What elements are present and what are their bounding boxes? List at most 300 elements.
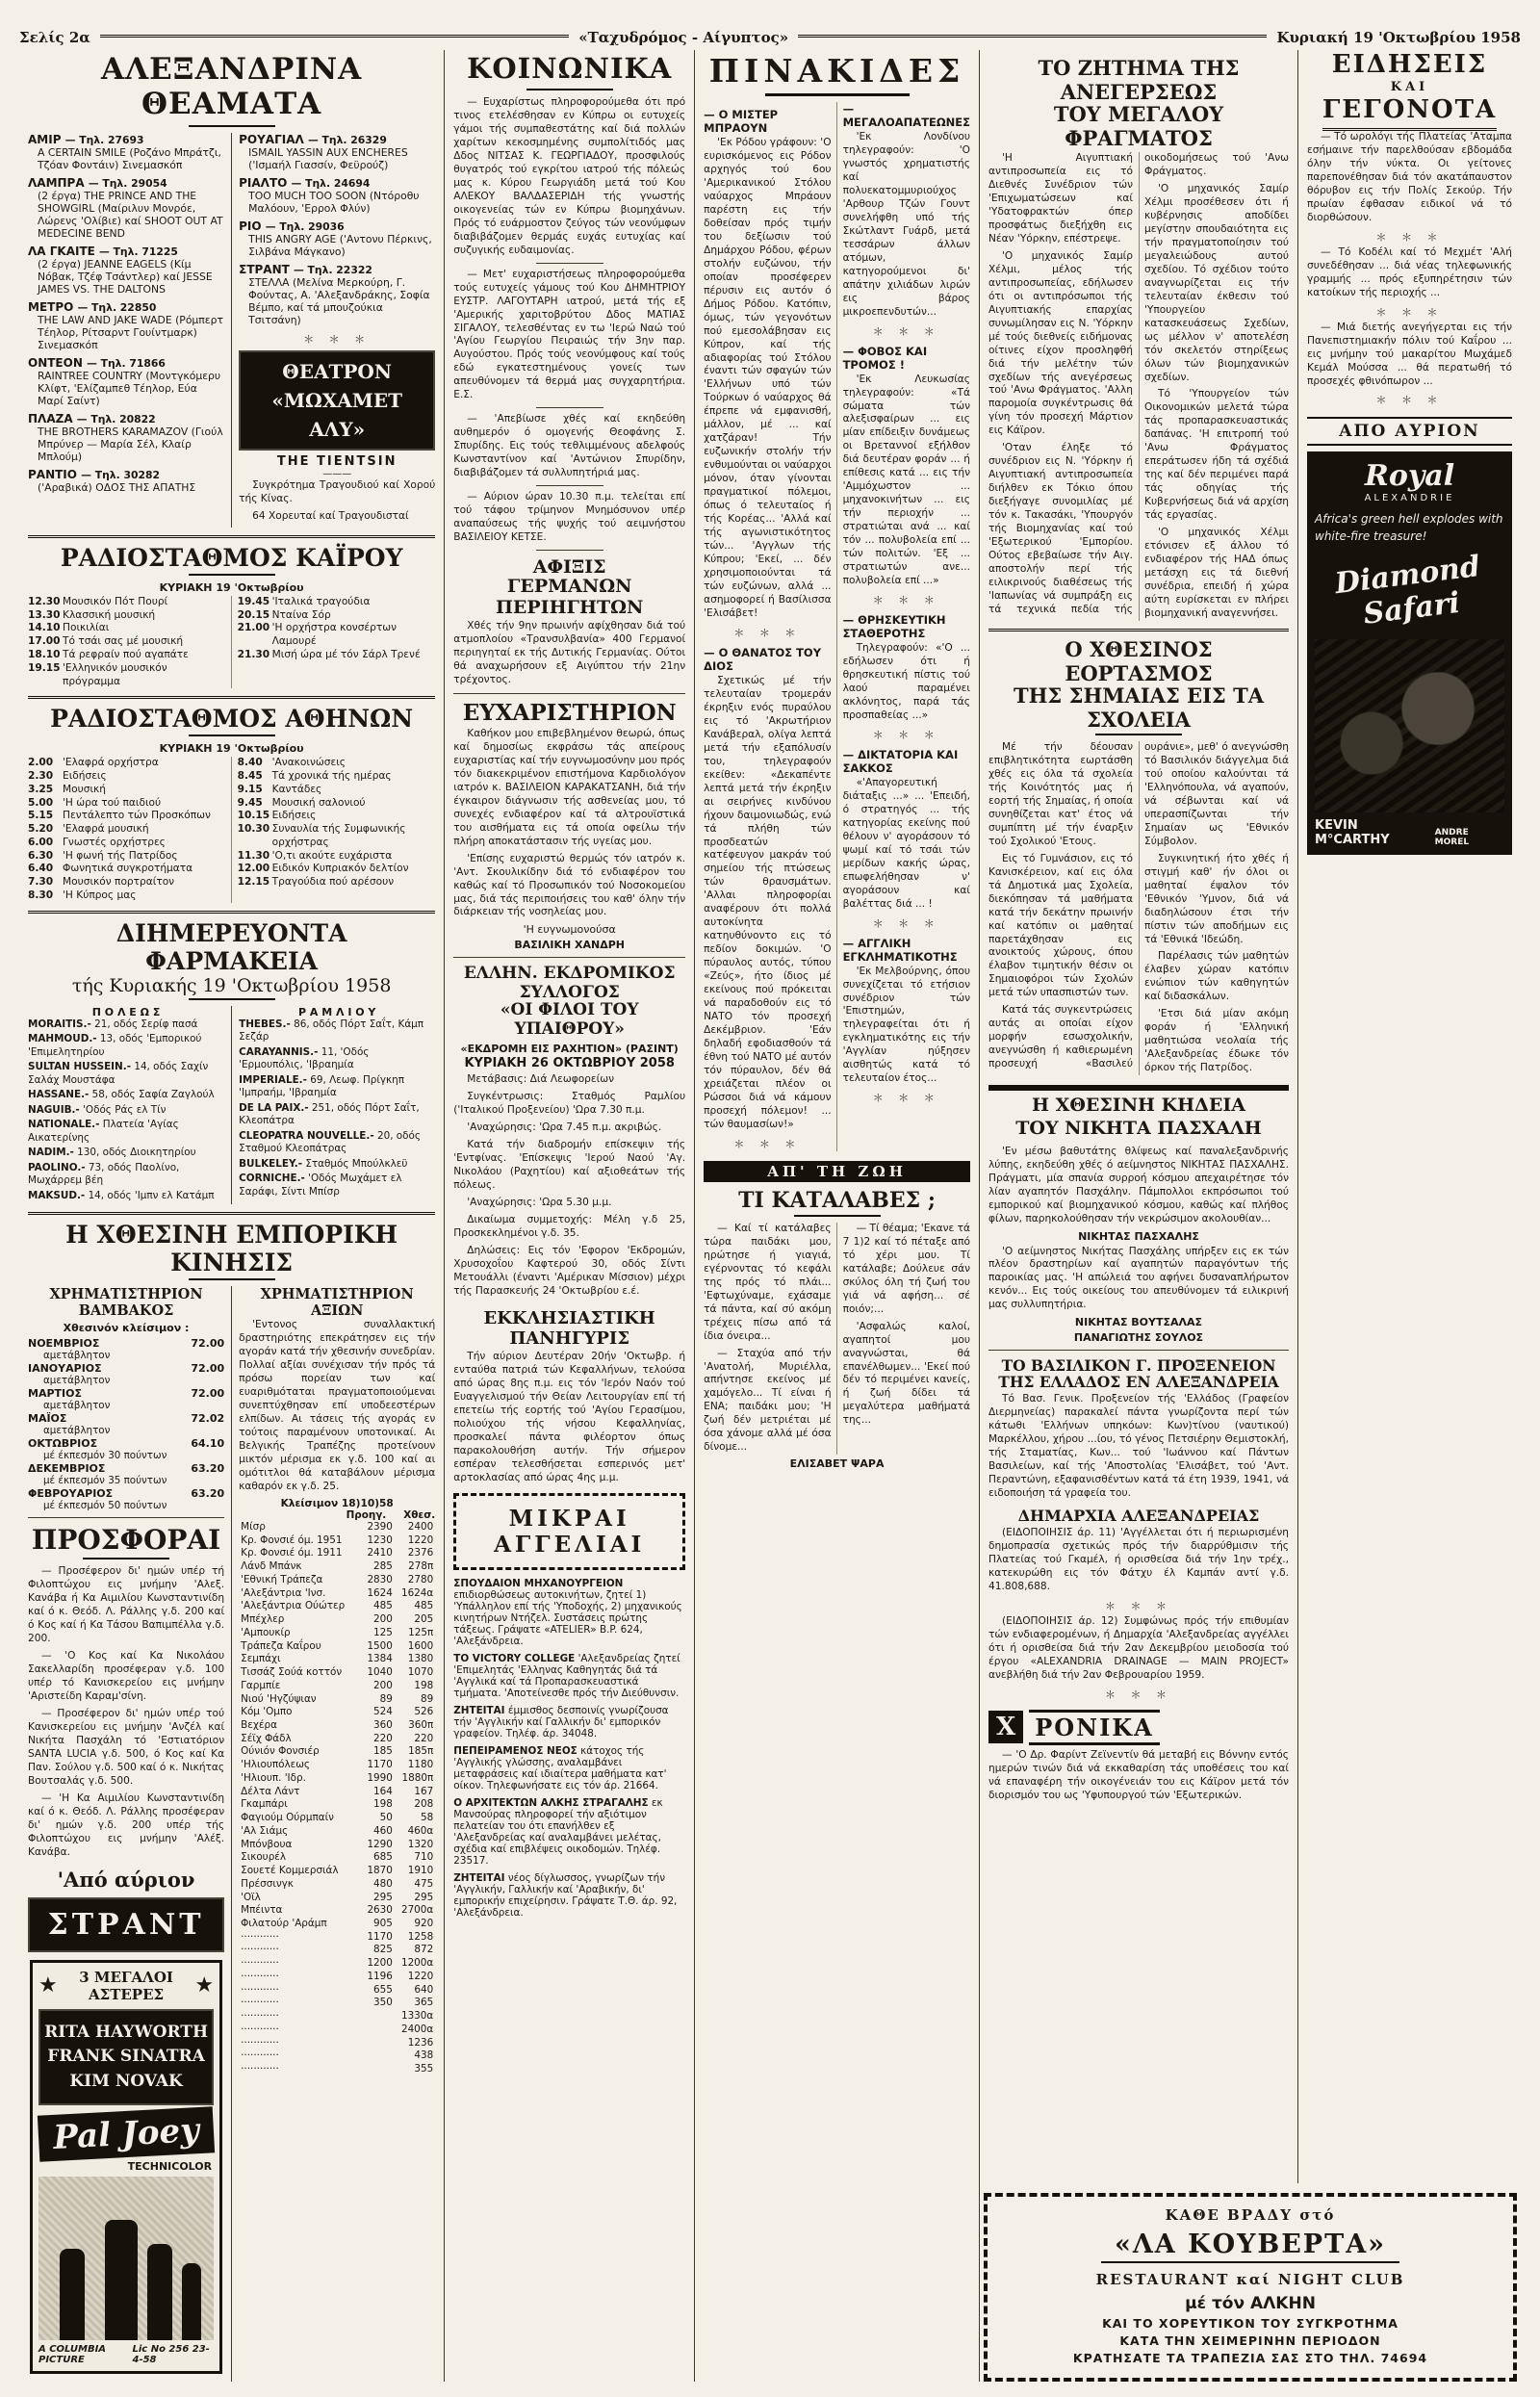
eortasmos-paragraph: Εις τό Γυμνάσιον, εις τό Κανισκέρειον, καί εις όλα τά Δημοτικά μας Σχολεία, διεκόπησαν τά μαθήματα κατά τήν δεκάτην πρωινήν καί κατόπιν οι μαθηταί παρετάχθησαν εις ανοικτούς χώρους, όπου έλαβον τιμητικήν θέσιν οι Σημαιοφόροι τών Σχολών μετά τών υπασπιστών των. <box>988 852 1133 999</box>
cinema-name: ΛΑ ΓΚΑΙΤΕ <box>28 245 100 258</box>
cinema-program: THIS ANGRY AGE ('Αντονυ Πέρκινς, Σιλβάνα Μάγκανο) <box>248 233 432 258</box>
pharmacy-name: CLEOPATRA NOUVELLE.- <box>239 1129 374 1142</box>
title-rule <box>1095 734 1182 735</box>
pharmacies-ramleh-label: Ρ Α Μ Λ Ι Ο Υ <box>297 1005 376 1018</box>
stock-name: ············ <box>241 2010 279 2023</box>
ad-lead: ΠΕΠΕΙΡΑΜΕΝΟΣ ΝΕΟΣ <box>453 1744 578 1757</box>
dancer-silhouette <box>105 2220 138 2340</box>
stock-row <box>239 2023 435 2037</box>
star-separator: ＊ ＊ ＊ <box>1375 230 1444 244</box>
stock-yesterday: 1600 <box>407 1639 434 1652</box>
cast-panel <box>38 2009 214 2106</box>
title-rule <box>189 574 275 576</box>
stock-yesterday: 185π <box>408 1745 434 1758</box>
market-left <box>28 1286 232 2382</box>
cinema-name: ΡΙΑΛΤΟ <box>239 176 292 190</box>
stock-name: ············ <box>241 2023 279 2035</box>
stock-row <box>239 1706 435 1719</box>
classified-ad <box>453 1653 685 1699</box>
stock-yesterday: 205 <box>414 1613 434 1626</box>
kideia-title2: ΤΟΥ ΝΙΚΗΤΑ ΠΑΣΧΑΛΗ <box>1015 1117 1262 1139</box>
prosforai-paragraph: — Προσέφερον δι' ημών υπέρ τή Φιλοπτώχου εις μνήμην 'Αλεξ. Κανάβα ή Κα Αιμιλίου Κωνσταντινίδη καί ό κ. Θεόδ. Λ. Ράλλης γ.δ. 200 καί ό Κος καί ή Κα Τάσου Βαπιμπέλλα γ.δ. 200. <box>28 1565 225 1645</box>
pharmacy-entry <box>28 1061 224 1087</box>
stock-yesterday: 1880π <box>401 1771 434 1784</box>
star-separator: ＊ ＊ ＊ <box>303 333 372 346</box>
stock-yesterday: 1330α <box>400 2010 434 2023</box>
pharmacy-entry <box>28 1162 224 1188</box>
item-divider <box>536 485 603 486</box>
program-name: 'Ανακοινώσεις <box>271 757 346 769</box>
theatre-show: THE TIENTSIN <box>276 454 398 469</box>
stock-prev: 350 <box>373 1997 393 2009</box>
cinema-entry <box>239 133 435 171</box>
pinakides-title: ΠΙΝΑΚΙΔΕΣ <box>708 52 965 90</box>
cinema-phone: — Τηλ. 20822 <box>76 413 156 425</box>
eidiseis-text: — Τό ωρολόγι τής Πλατείας 'Αταμπα εσήμαινε τήν παρελθούσαν εβδομάδα όλην τήν νύκτα. Οι γείτονες παρεπονέθησαν διά τόν ακατάπαυστον θόρυβον εις τήν Πολίς Σεκούρ. Τήν πρωίαν έφθασαν ειδικοί νά τό διορθώσουν. <box>1307 130 1512 223</box>
stock-row <box>239 1574 435 1587</box>
title-rule <box>83 1558 169 1559</box>
pharmacy-address: 13, οδός 'Εμπορικού 'Επιμελητηρίου <box>28 1033 202 1058</box>
stock-row <box>239 1534 435 1548</box>
ekdromikos-sub1: «ΕΚΔΡΟΜΗ ΕΙΣ ΡΑΧΗΤΙΟΝ» (ΡΑΣΙΝΤ) <box>460 1043 679 1056</box>
stock-row <box>239 1839 435 1852</box>
col-prev-label: Προηγ. <box>346 1508 387 1521</box>
eortasmos-paragraph: Συγκινητική ήτο χθές ή στιγμή καθ' ήν όλοι οι μαθηταί έψαλον τόν 'Εθνικόν 'Υμνον, διά νά διαδηλώσουν έτσι τήν πίστιν τών αποδήμων εις τά 'Εθνικά 'Ιδεώδη. <box>1144 852 1289 945</box>
stock-row <box>239 1560 435 1574</box>
title-rule <box>189 1278 275 1280</box>
radio-program-row <box>238 810 436 823</box>
stock-yesterday: 1258 <box>407 1930 434 1943</box>
cinema-phone: — Τηλ. 29036 <box>265 220 345 233</box>
program-name: Μουσικόν Πότ Πουρί <box>63 595 168 607</box>
pharmacy-name: NAGUIB.- <box>28 1103 80 1116</box>
stock-name: Σουετέ Κομμερσιάλ <box>241 1865 339 1877</box>
cotton-price: 72.02 <box>191 1412 225 1426</box>
market-right <box>232 1286 435 2382</box>
cotton-price: 63.20 <box>191 1487 225 1501</box>
program-name: Καντάδες <box>271 783 322 795</box>
radio-athens-day: ΚΥΡΙΑΚΗ 19 'Οκτωβρίου <box>159 742 304 756</box>
stock-yesterday: 1220 <box>407 1970 434 1982</box>
pinakides-section <box>843 613 970 742</box>
stock-prev: 360 <box>373 1719 393 1731</box>
program-name: Γνωστές ορχήστρες <box>63 836 166 848</box>
pinakides-body: «'Απαγορευτική διάταξις ...» ... 'Επειδή, ό στρατηγός ... τής κατηγορίας εκείνης πού θέλουν ν' αγοράσουν τό ψωμί καί τό τσάι τών μερίδων κακής ώρας, επωφελήθησαν ν' αγοράσουν καί βαλέττας διά ... ! <box>842 776 970 910</box>
program-name: 'Η Κύπρος μας <box>63 889 137 901</box>
stock-yesterday: 295 <box>414 1891 434 1903</box>
fragma-paragraph: 'Ο μηχανικός Σαμίρ Χέλμι, μέλος τής αντιπροσωπείας, εδήλωσεν ότι οι αντιπρόσωποι τής Αιγυπτιακής επαρχίας συνωμίλησαν εις Ν. 'Υόρκην μέ τούς διεθνείς ειδήμονας οίτινες είχον προσληφθή διά τήν μελέτην τών σχεδίων τής ανεγέρσεως τού 'Ανω Φράγματος. 'Αλλη παρομοία συγκέντρωσις θά γίνη τόν προσεχή Μάρτιον εις Κάϊρον. <box>988 249 1133 437</box>
stock-prev: 655 <box>373 1983 393 1996</box>
fragma-title2: ΤΟΥ ΜΕΓΑΛΟΥ ΦΡΑΓΜΑΤΟΣ <box>1053 102 1224 150</box>
stock-row <box>239 1904 435 1918</box>
program-name: Μουσικόν πορτραίτον <box>63 876 175 889</box>
stock-prev: 485 <box>373 1600 393 1612</box>
ad-lead: ΣΠΟΥΔΑΙΟΝ ΜΗΧΑΝΟΥΡΓΕΙΟΝ <box>453 1577 624 1589</box>
xronika-initial: Χ <box>988 1711 1023 1743</box>
stock-yesterday: 2780 <box>407 1573 434 1585</box>
program-time: 2.00 <box>28 757 54 769</box>
stock-row <box>239 1653 435 1666</box>
fragma-title1: ΤΟ ΖΗΤΗΜΑ ΤΗΣ ΑΝΕΓΕΡΣΕΩΣ <box>1038 56 1240 104</box>
stock-row <box>239 2037 435 2050</box>
cinema-phone: — Τηλ. 71225 <box>99 245 178 258</box>
stock-name: Μπέιντα <box>241 1904 283 1917</box>
pal-joey-ad <box>30 1960 222 2375</box>
stocks-table <box>239 1521 435 2076</box>
stock-row <box>239 1798 435 1812</box>
pharmacy-name: CORNICHE.- <box>239 1173 305 1185</box>
pharmacy-address: 14, οδός Σαχίν Σαλάχ Μουστάφα <box>28 1061 209 1086</box>
stock-prev: 200 <box>373 1679 393 1691</box>
stock-row <box>239 1587 435 1601</box>
stock-yesterday: 640 <box>414 1983 434 1996</box>
stock-row <box>239 1825 435 1839</box>
divider <box>453 693 685 694</box>
ti-katalaves-paragraph: — Τί θέαμα; 'Εκανε τά 7 1)2 καί τό πέταξε από τό χέρι μου. Τί κατάλαβε; Δούλευε σάν σκύλος όλη τή ζωή του γιά νά αφήση... σέ ποιόν;... <box>842 1222 971 1315</box>
film-art-illustration <box>38 2177 214 2340</box>
program-time: 21.00 <box>237 622 270 634</box>
stock-prev: 125 <box>373 1626 393 1638</box>
ad-text: 'Αλεξανδρείας ζητεί 'Επιμελητάς 'Ελληνας Καθηγητάς διά τά 'Αγγλικά καί τά Προπαρασκευαστικά τμήματα. 'Αποτείνεσθε πρός τήν Διεύθυνσιν. <box>453 1652 680 1699</box>
header-rule-right <box>798 35 1267 41</box>
couverta-line6: ΚΡΑΤΗΣΑΤΕ ΤΑ ΤΡΑΠΕΖΙΑ ΣΑΣ ΣΤΟ ΤΗΛ. 74694 <box>1072 2351 1428 2366</box>
radio-program-row <box>28 863 226 876</box>
cotton-title: ΧΡΗΜΑΤΙΣΤΗΡΙΟΝ ΒΑΜΒΑΚΟΣ <box>49 1286 203 1320</box>
fragma-paragraph: Τό 'Υπουργείον τών Οικονομικών μελετά τώρα τάς προπαρασκευαστικάς δαπάνας. 'Η επιτροπή τού 'Ανω Φράγματος επεράτωσεν ήδη τά σχέδιά της καί δέν περιμένει παρά τάς οδηγίας τής Κυβερνήσεως διά νά αρχίση τάς εργασίας. <box>1144 388 1289 522</box>
cotton-month: ΙΑΝΟΥΑΡΙΟΣ <box>28 1362 102 1376</box>
pinakides-section <box>704 646 831 1151</box>
stock-prev <box>361 2063 395 2076</box>
star-separator: ＊ ＊ ＊ <box>733 1137 802 1150</box>
cotton-price: 72.00 <box>191 1362 225 1376</box>
pharmacy-address: 73, οδός Παολίνο, Μωχάρρεμ βέη <box>28 1161 180 1187</box>
program-time: 3.25 <box>28 783 54 795</box>
proxeneion-title2: ΤΗΣ ΕΛΛΑΔΟΣ ΕΝ ΑΛΕΞΑΝΔΡΕΙΑ <box>998 1373 1279 1392</box>
stock-name: Μπόνβουα <box>241 1838 293 1850</box>
cotton-note: μέ έκπεσμόν 50 πούντων <box>43 1500 167 1512</box>
cinema-name: ΟΝΤΕΟΝ <box>28 356 88 370</box>
koinonika-item <box>453 491 685 551</box>
stock-row <box>239 1719 435 1733</box>
radio-program-row <box>238 649 436 662</box>
cinema-program: TOO MUCH TOO SOON (Ντόροθυ Μαλόουν, 'Ερρολ Φλύν) <box>248 190 420 215</box>
pharmacy-name: IMPERIALE.- <box>239 1073 307 1086</box>
pharmacy-entry <box>28 1190 224 1203</box>
cinema-program: THE BROTHERS KARAMAZOV (Γιούλ Μπρύνερ — Μαρία Σέλ, Κλαίρ Μπλούμ) <box>38 425 223 463</box>
stock-yesterday: 208 <box>414 1798 434 1811</box>
cotton-note: αμετάβλητον <box>43 1350 111 1362</box>
stock-row <box>239 1892 435 1905</box>
stock-yesterday: 355 <box>414 2063 434 2075</box>
pinakides-section <box>843 748 970 931</box>
divider <box>988 629 1289 631</box>
star-separator: ＊ ＊ ＊ <box>872 728 940 741</box>
cotton-note: αμετάβλητον <box>43 1425 111 1437</box>
cinema-program: (2 έργα) JEANNE EAGELS (Κίμ Νόβακ, Τζέφ Τσάντλερ) καί JESSE JAMES VS. THE DALTONS <box>38 258 213 296</box>
program-time: 19.15 <box>28 661 61 674</box>
stock-prev: 2410 <box>367 1547 393 1559</box>
cotton-note: μέ έκπεσμόν 35 πούντων <box>43 1475 167 1487</box>
ti-katalaves-paras <box>704 1223 970 1455</box>
cotton-row <box>28 1487 224 1511</box>
program-name: 'Η ορχήστρα κονσέρτων Λαμουρέ <box>271 622 398 648</box>
program-name: Πεντάλεπτο τών Προσκόπων <box>63 810 211 822</box>
star-separator: ＊ ＊ ＊ <box>872 1092 940 1105</box>
pharmacy-name: NATIONALE.- <box>28 1119 100 1131</box>
cotton-month: ΟΚΤΩΒΡΙΟΣ <box>28 1437 98 1451</box>
stock-row <box>239 1984 435 1998</box>
ad-text: επιδιορθώσεως αυτοκινήτων, ζητεί 1) 'Υπάλληλον επί τής 'Υποδοχής, 2) μηχανικούς κινητήρων Ντήζελ. Συστάσεις πρώτης τάξεως. Γράψατε «ATELIER» B.P. 624, 'Αλεξάνδρεια. <box>453 1588 682 1647</box>
stock-prev <box>361 2010 395 2023</box>
stock-row <box>239 1521 435 1534</box>
eidiseis-item <box>1307 322 1512 408</box>
paschalis-subhead: ΝΙΚΗΤΑΣ ΠΑΣΧΑΛΗΣ <box>1078 1229 1199 1243</box>
stock-name: Σεμπάχι <box>241 1653 281 1665</box>
pharmacies-title: ΔΙΗΜΕΡΕΥΟΝΤΑ ΦΑΡΜΑΚΕΙΑ <box>116 918 347 975</box>
classified-ad <box>453 1797 685 1867</box>
cinema-entry <box>28 412 224 463</box>
title-rule <box>189 735 275 736</box>
star-separator: ＊ ＊ ＊ <box>872 594 940 607</box>
classified-ad <box>453 1705 685 1740</box>
efxaristirion-title: ΕΥΧΑΡΙΣΤΗΡΙΟΝ <box>462 699 677 726</box>
pinakides-subhead: — ΘΡΗΣΚΕΥΤΙΚΗ ΣΤΑΘΕΡΟΤΗΣ <box>842 613 946 641</box>
column-layout <box>19 50 1521 2382</box>
ad-star-name: KEVIN M°CARTHY <box>1315 818 1390 848</box>
divider <box>453 957 685 958</box>
stock-yesterday: 198 <box>414 1679 434 1691</box>
classified-ad <box>453 1745 685 1791</box>
section-divider <box>28 535 435 538</box>
cinema-entry <box>28 176 224 240</box>
program-name: Συναυλία τής Συμφωνικής ορχήστρας <box>271 823 406 848</box>
program-time: 10.15 <box>237 810 270 822</box>
ekdromikos-title1: ΕΛΛΗΝ. ΕΚΔΡΟΜΙΚΟΣ ΣΥΛΛΟΓΟΣ <box>463 964 676 1003</box>
eortasmos-paragraph: Κατά τάς συγκεντρώσεις αυτάς αι οποίαι είχον μορφήν εσωσχολικήν, ανεγνώσθη ή καθιερωμένη προσευχή «Βασιλεύ ουράνιε», μεθ' ό ανεγνώσθη τό Βασιλικόν διάγγελμα διά τού οποίου καλούνται τά 'Ελληνόπουλα, νά αγαπούν, νά σέβωνται καί νά υπερασπίζωνται τήν Σημαίαν ως 'Εθνικόν Σύμβολον. <box>988 740 1289 1070</box>
star-separator: ＊ ＊ ＊ <box>733 626 802 639</box>
classified-ads <box>453 1578 685 1919</box>
pharmacy-name: MORAITIS.- <box>28 1018 91 1030</box>
pharmacy-address: 'Οδός Μωχάμετ ελ Σαράφι, Σίντι Μπίσρ <box>239 1173 402 1198</box>
stock-prev: 905 <box>373 1918 393 1930</box>
radio-program-row <box>28 662 226 689</box>
cotton-month: ΝΟΕΜΒΡΙΟΣ <box>28 1337 100 1351</box>
stock-prev <box>361 2037 395 2050</box>
program-time: 12.30 <box>28 595 61 607</box>
cinema-entry <box>28 300 224 351</box>
dancer-silhouette <box>60 2249 85 2340</box>
cotton-row <box>28 1362 224 1386</box>
star-separator: ＊ ＊ ＊ <box>1105 1688 1172 1701</box>
radio-program-row <box>28 622 226 635</box>
program-name: Κλασσική μουσική <box>63 608 156 621</box>
cotton-month: ΜΑΡΤΙΟΣ <box>28 1387 82 1401</box>
program-time: 13.30 <box>28 608 61 621</box>
program-name: Μουσική σαλονιού <box>271 796 366 809</box>
couverta-line2: RESTAURANT καί NIGHT CLUB <box>1095 2271 1405 2289</box>
dimarchia-notice <box>988 1615 1289 1702</box>
pinakides-section <box>704 108 831 640</box>
xronika-rest: ΡΟΝΙΚΑ <box>1029 1710 1160 1745</box>
stock-name: ············ <box>241 1997 279 2009</box>
program-time: 14.10 <box>28 622 61 634</box>
cinema-name: ΑΜΙΡ <box>28 133 65 146</box>
stock-yesterday: 220 <box>414 1732 434 1744</box>
stock-name: 'Αλ Σιάμς <box>241 1824 289 1837</box>
fragma-paragraph: 'Ο μηχανικός Σαμίρ Χέλμι προσέθεσεν ότι ή κυβέρνησις αποδίδει μεγίστην σπουδαιότητα εις τήν πραγματοποίησιν τού μεγαλειώδους αυτού σχεδίου. Τό σχέδιον τούτο αναγνωρίζεται εις τήν τελευταίαν έκθεσιν τού 'Υπουργείου κατασκευάσεως Σχεδίων, ως μέλλον ν' αποτελέση τόν σκελετόν στηρίξεως όλων τών βιομηχανικών σχεδίων. <box>1144 182 1289 383</box>
notice-text: (ΕΙΔΟΠΟΙΗΣΙΣ άρ. 12) Συμφώνως πρός τήν επιθυμίαν τών ενδιαφερομένων, ή Δημαρχία 'Αλεξανδρείας αγγέλλει ότι ή ορισθείσα διά τήν 2αν Δεκεμβρίου μειοδοσία τού έργου «ALEXANDRIA DRAINAGE — MAIN PROJECT» ανεβλήθη διά τήν 2αν Φεβρουαρίου 1959. <box>988 1614 1289 1681</box>
cinema-name: ΡΙΟ <box>239 219 266 233</box>
proxeneion-title1: ΤΟ ΒΑΣΙΛΙΚΟΝ Γ. ΠΡΟΞΕΝΕΙΟΝ <box>1001 1356 1276 1376</box>
pharmacy-address: 58, οδός Σαφία Ζαγλούλ <box>91 1089 215 1101</box>
cinema-entry <box>239 263 435 326</box>
cinema-entry <box>28 468 224 494</box>
stock-name: 'Ηλιουπ. 'Ιδρ. <box>241 1771 306 1784</box>
eortasmos-title2: ΤΗΣ ΣΗΜΑΙΑΣ ΕΙΣ ΤΑ ΣΧΟΛΕΙΑ <box>1013 683 1265 732</box>
pinakides-body: 'Εκ Λονδίνου τηλεγραφούν: 'Ο γνωστός χρηματιστής καί πολυεκατομμυριούχος 'Αρθουρ Τζών Γουντ συνελήφθη υπό τής Σκώτλαντ Γυάρδ, μετά τεσσάρων άλλων ατόμων, κατηγορούμενοι δι' απάτην χιλιάδων λιρών εις βάρος μικροεπενδυτών... <box>842 131 970 318</box>
stock-prev <box>361 2049 395 2063</box>
program-name: 'Η φωνή τής Πατρίδος <box>63 849 178 862</box>
radio-program-row <box>238 757 436 770</box>
radio-program-row <box>28 635 226 649</box>
radio-athens-title: ΡΑΔΙΟΣΤΑΘΜΟΣ ΑΘΗΝΩΝ <box>50 705 414 734</box>
stock-row <box>239 2049 435 2063</box>
stock-prev: 295 <box>373 1891 393 1903</box>
cotton-price: 63.20 <box>191 1462 225 1476</box>
cotton-row <box>28 1387 224 1411</box>
diamond-safari-ad <box>1307 451 1512 855</box>
stock-name: Κρ. Φονσιέ όμ. 1911 <box>241 1547 343 1559</box>
page-date: Κυριακή 19 'Οκτωβρίου 1958 <box>1276 29 1521 46</box>
stock-name: Κόμ 'Ομπο <box>241 1706 293 1718</box>
stock-yesterday: 125π <box>408 1626 434 1638</box>
pharmacy-name: NADIM.- <box>28 1147 74 1159</box>
stock-name: Γκαμπάρι <box>241 1798 288 1811</box>
pharmacy-entry <box>239 1046 435 1072</box>
program-time: 8.45 <box>237 770 263 783</box>
stock-row <box>239 1918 435 1931</box>
ad-tagline: Africa's green hell explodes with white-fire treasure! <box>1315 512 1503 543</box>
stock-row <box>239 1997 435 2010</box>
stock-name: Λάνδ Μπάνκ <box>241 1560 302 1573</box>
pharmacy-address: 20, οδός Σταθμού Κλεοπάτρας <box>239 1129 421 1155</box>
stars-word: ΑΣΤΕΡΕΣ <box>88 1985 165 2003</box>
stars-count: 3 ΜΕΓΑΛΟΙ <box>79 1968 173 1986</box>
cast-name-3: KIM NOVAK <box>69 2071 183 2091</box>
cinema-list-right <box>232 133 435 528</box>
cinema-program: ISMAIL YASSIN AUX ENCHERES ('Ισμαήλ Γιασσίν, Φεϋρούζ) <box>248 146 408 171</box>
stock-name: Κρ. Φονσιέ όμ. 1951 <box>241 1534 343 1546</box>
program-name: Ποικιλίαι <box>63 622 110 634</box>
cinema-entry <box>28 245 224 296</box>
cinema-name: ΜΕΤΡΟ <box>28 300 78 314</box>
stock-prev: 1624 <box>367 1586 393 1599</box>
stock-prev: 2390 <box>367 1520 393 1533</box>
stock-row <box>239 1944 435 1957</box>
pinakides-subhead: — ΑΓΓΛΙΚΗ ΕΓΚΛΗΜΑΤΙΚΟΤΗΣ <box>842 936 958 964</box>
star-icon: ★ <box>194 1973 215 1998</box>
star-separator: ＊ ＊ ＊ <box>1375 305 1444 319</box>
radio-program-row <box>28 797 226 811</box>
stock-name: Τισσάζ Σούά κοττόν <box>241 1666 343 1679</box>
stock-row <box>239 1627 435 1640</box>
radio-program-row <box>238 784 436 797</box>
program-name: 'Ελληνικόν μουσικόν πρόγραμμα <box>63 661 167 687</box>
fragma-paras <box>988 152 1289 621</box>
pinakides-body: 'Εκ Λευκωσίας τηλεγραφούν: «Τά σώματα τών αλεξισφαίρων ... εις μίαν επίδειξιν δυνάμεως οι Βρεταννοί εξήλθον διά δευτέραν φοράν ... ή επίθεσις κατά ... εις τήν 'Αμμόχωστον ... μηχανοκινήτων ... εις τήν περιοχήν ... στρατιώται ανά ... καί τόν ... πολυβολεία επί ... τών πολιτών. 'Εξ ... στρατιωτών ανε... πολυβολεία επί ...» <box>842 373 970 587</box>
column-pinakides <box>694 50 979 2382</box>
stock-name: ············ <box>241 1930 279 1943</box>
cinema-entry <box>28 356 224 407</box>
pinakides-body: Σχετικώς μέ τήν τελευταίαν τρομεράν έκρηξιν ενός πυραύλου εις τό 'Ακρωτήριον Κανάβεραλ, ολίγα λεπτά μετά τήν εξαπόλυσίν του, τηλεγραφούν εκείθεν: «Δεκαπέντε λεπτά μετά τήν έκρηξιν αι σειρήνες κινδύνου ήχουν δαιμονιωδώς, ενώ τά πλήθη τών προσδεατών κατέφευγον μακράν τού σημείου τής πτώσεως τών θραυσμάτων. 'Αλλαι πληροφορίαι αναφέρουν ότι πολλά αυτοκίνητα κατηυθύνοντο εις τό πεδίον δοκιμών. 'Ο πύραυλος αυτός, τύπου «Ζεύς», ήτο ίδιος μέ εκείνους πού πρόκειται νά παραδοθούν εις τό ΝΑΤΟ τόν προσεχή Δεκέμβριον. 'Εάν δηλαδή εφοδιασθούν τά έθνη τού ΝΑΤΟ μέ αυτόν τόν πύραυλον, δέν θά χρειάζεται πλέον οι Ρώσσοι διά νά κάμουν προσεχή πόλεμον! ... τών θαυμασίων!» <box>704 674 832 1130</box>
efxaristirion-sign-label: 'Η ευγνωμονούσα <box>523 923 616 937</box>
radio-program-row <box>28 837 226 850</box>
stock-row <box>239 1786 435 1799</box>
obit-signature-2: ΠΑΝΑΓΙΩΤΗΣ ΣΟΥΛΟΣ <box>1073 1331 1204 1345</box>
kideia-title1: Η ΧΘΕΣΙΝΗ ΚΗΔΕΙΑ <box>1032 1095 1245 1117</box>
cinema-entry <box>239 219 435 258</box>
stock-yesterday: 460α <box>407 1824 434 1837</box>
program-time: 9.45 <box>237 796 263 809</box>
cinema-name: ΛΑΜΠΡΑ <box>28 176 89 190</box>
program-name: 'Ιταλικά τραγούδια <box>271 595 371 607</box>
stock-prev: 185 <box>373 1745 393 1758</box>
stocks-col-headers <box>239 1509 435 1521</box>
cinema-phone: — Τηλ. 24694 <box>291 177 371 190</box>
eortasmos-paragraph: Παρέλασις τών μαθητών έλαβεν χώραν κατόπιν ενώπιον τών καθηγητών καί διδασκάλων. <box>1144 950 1289 1003</box>
eortasmos-paras <box>988 741 1289 1075</box>
eidiseis-text: — Τό Κοδέλι καί τό Μεχμέτ 'Αλή συνεδέθησαν ... διά νέας τηλεφωνικής γραμμής ... πρός εξυπηρέτησιν τών κατοίκων τής περιοχής ... <box>1307 245 1512 298</box>
radio-athens-list <box>28 757 435 902</box>
star-separator: ＊ ＊ ＊ <box>872 916 940 930</box>
program-name: Τά χρονικά τής ημέρας <box>271 770 392 783</box>
cinema-entry <box>28 133 224 171</box>
program-name: 'Η ώρα τού παιδιού <box>63 796 162 809</box>
stock-row <box>239 1865 435 1878</box>
cinema-name: ΡΟΥΑΓΙΑΛ <box>239 133 308 146</box>
cotton-close-label: Χθεσινόν κλείσιμον : <box>63 1322 190 1335</box>
stock-name: Μίσρ <box>241 1520 266 1533</box>
stock-yesterday: 1624α <box>400 1586 434 1599</box>
strand-cinema-name: ΣΤΡΑΝΤ <box>28 1897 224 1952</box>
dimarchia-notice <box>988 1527 1289 1613</box>
eidiseis-text: — Μιά διετής ανεγήγερται εις τήν Πανεπιστημιακήν πόλιν τού Καΐρου ... εις μνήμην τού μακαρίτου Μωχάμεδ Κεμάλ Μούσσα ... θά περατωθή τό προσεχές φθινόπωρον ... <box>1307 321 1512 387</box>
pharmacy-name: HASSANE.- <box>28 1089 90 1101</box>
pharmacy-address: 86, οδός Πόρτ Σαΐτ, Κάμπ Σεζάρ <box>239 1018 424 1044</box>
dimarchia-title: ΔΗΜΑΡΧΙΑ ΑΛΕΞΑΝΔΡΕΙΑΣ <box>1017 1507 1260 1526</box>
theatre-label: ΘΕΑΤΡΟΝ <box>282 360 393 383</box>
ad-text: εκ Μανσούρας πληροφορεί τήν αξιότιμον πελατείαν του ότι επανήλθεν εξ 'Αλεξανδρείας καί αναλαμβάνει μελέτας, σχέδια καί επιβλέψεις οικοδομών. Τηλέφ. 23517. <box>453 1796 663 1867</box>
program-name: Ειδήσεις <box>271 810 317 822</box>
program-time: 8.40 <box>237 757 263 769</box>
col-yest-label: Χθεσ. <box>403 1508 436 1521</box>
program-name: Μισή ώρα μέ τόν Σάρλ Τρενέ <box>271 648 421 660</box>
stock-yesterday: 485 <box>414 1600 434 1612</box>
theatre-banner <box>239 350 435 451</box>
page-number-label: Σελίς 2α <box>19 29 90 46</box>
column-fragma <box>980 50 1297 2183</box>
stock-name: 'Αλεξάντρια Ούώτερ <box>241 1600 346 1612</box>
program-name: 'Ελαφρά ορχήστρα <box>63 757 159 769</box>
stock-yesterday: 167 <box>414 1785 434 1797</box>
pharmacy-entry <box>239 1158 435 1172</box>
pinakides-section <box>843 937 970 1106</box>
koinonika-text: — Αύριον ώραν 10.30 π.μ. τελείται επί τού τάφου τρίμηνον Μνημόσυνον υπέρ αναπαύσεως τής ψυχής τού αειμνήστου ΒΑΣΙΛΕΙΟΥ ΚΕΤΣΕ. <box>453 491 686 544</box>
stock-name: ············ <box>241 1970 279 1982</box>
stock-yesterday: 1220 <box>407 1534 434 1546</box>
cinema-program: A CERTAIN SMILE (Ροζάνο Μπράτζι, Τζόαν Φοντάιν) Σινεμασκόπ <box>38 146 221 171</box>
program-time: 20.15 <box>237 608 270 621</box>
